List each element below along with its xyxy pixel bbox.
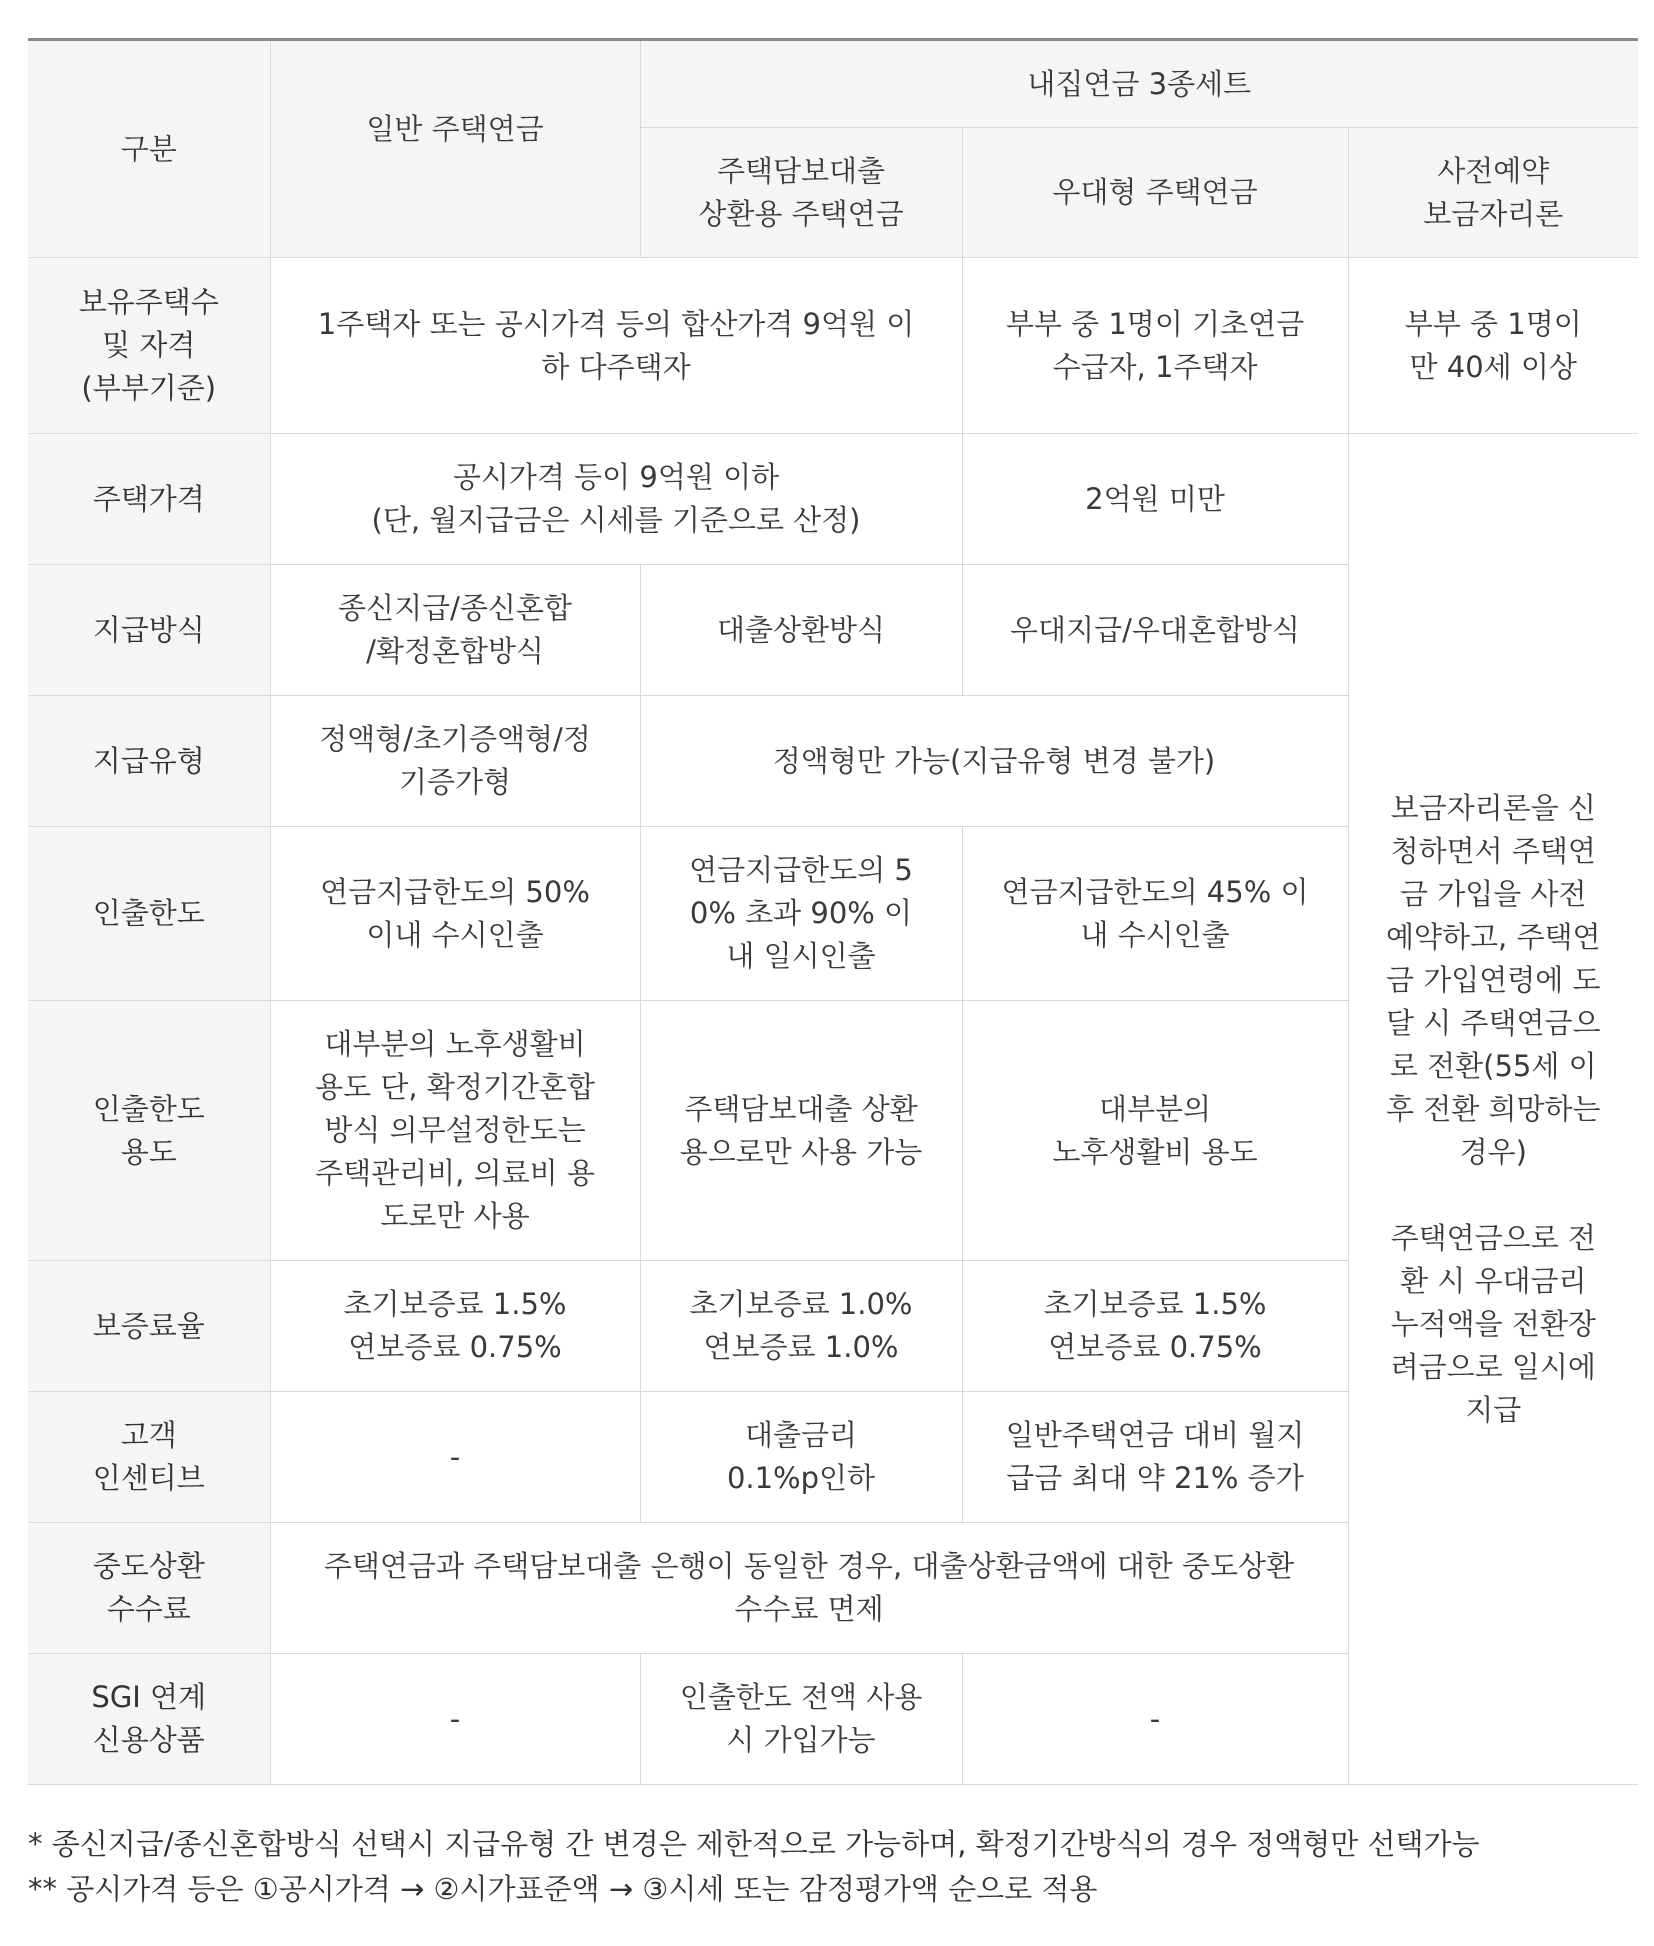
- cell-withdraw-use-mortgage: 주택담보대출 상환용으로만 사용 가능: [640, 1001, 962, 1261]
- comparison-table: [28, 38, 1638, 1785]
- header-category: 구분: [28, 40, 270, 258]
- cell-sgi-mortgage: 인출한도 전액 사용 시 가입가능: [640, 1654, 962, 1785]
- header-three-set-group: 내집연금 3종세트: [640, 40, 1638, 128]
- row-label-guarantee-fee: 보증료율: [28, 1261, 270, 1392]
- row-label-pay-type: 지급유형: [28, 696, 270, 827]
- cell-pay-method-general: 종신지급/종신혼합 /확정혼합방식: [270, 565, 640, 696]
- row-label-prepayment-fee: 중도상환 수수료: [28, 1523, 270, 1654]
- cell-ownership-general-mortgage: 1주택자 또는 공시가격 등의 합산가격 9억원 이하 다주택자: [270, 258, 962, 434]
- table-row: [28, 434, 1638, 565]
- row-label-incentive: 고객 인센티브: [28, 1392, 270, 1523]
- cell-incentive-mortgage: 대출금리 0.1%p인하: [640, 1392, 962, 1523]
- footnote-1: * 종신지급/종신혼합방식 선택시 지급유형 간 변경은 제한적으로 가능하며, 확정기간방식의 경우 정액형만 선택가능: [28, 1827, 1480, 1861]
- cell-withdraw-limit-mortgage: 연금지급한도의 50% 초과 90% 이내 일시인출: [640, 827, 962, 1001]
- cell-withdraw-use-preferential: 대부분의 노후생활비 용도: [962, 1001, 1348, 1261]
- cell-incentive-preferential: 일반주택연금 대비 월지급금 최대 약 21% 증가: [962, 1392, 1348, 1523]
- cell-guarantee-fee-preferential: 초기보증료 1.5% 연보증료 0.75%: [962, 1261, 1348, 1392]
- cell-ownership-preferential: 부부 중 1명이 기초연금 수급자, 1주택자: [962, 258, 1348, 434]
- cell-pre-reservation-detail: 보금자리론을 신청하면서 주택연금 가입을 사전 예약하고, 주택연금 가입연령에 도달 시 주택연금으로 전환(55세 이후 전환 희망하는 경우) 주택연금으로 전환 시 우대금리 누적액을 전환장려금으로 일시에 지급: [1348, 434, 1638, 1785]
- header-general-pension: 일반 주택연금: [270, 40, 640, 258]
- table-row: [28, 258, 1638, 434]
- cell-prepayment-fee: 주택연금과 주택담보대출 은행이 동일한 경우, 대출상환금액에 대한 중도상환 수수료 면제: [270, 1523, 1348, 1654]
- cell-pay-method-mortgage: 대출상환방식: [640, 565, 962, 696]
- header-mortgage-repay-pension: 주택담보대출 상환용 주택연금: [640, 128, 962, 258]
- cell-pay-type-mortgage-preferential: 정액형만 가능(지급유형 변경 불가): [640, 696, 1348, 827]
- cell-guarantee-fee-mortgage: 초기보증료 1.0% 연보증료 1.0%: [640, 1261, 962, 1392]
- footnote-2: ** 공시가격 등은 ①공시가격 → ②시가표준액 → ③시세 또는 감정평가액 순으로 적용: [28, 1872, 1098, 1906]
- cell-guarantee-fee-general: 초기보증료 1.5% 연보증료 0.75%: [270, 1261, 640, 1392]
- row-label-ownership: 보유주택수 및 자격 (부부기준): [28, 258, 270, 434]
- cell-price-general-mortgage: 공시가격 등이 9억원 이하 (단, 월지급금은 시세를 기준으로 산정): [270, 434, 962, 565]
- row-label-price: 주택가격: [28, 434, 270, 565]
- cell-withdraw-limit-general: 연금지급한도의 50% 이내 수시인출: [270, 827, 640, 1001]
- cell-pay-type-general: 정액형/초기증액형/정기증가형: [270, 696, 640, 827]
- header-pre-reservation-loan: 사전예약 보금자리론: [1348, 128, 1638, 258]
- row-label-withdraw-limit: 인출한도: [28, 827, 270, 1001]
- row-label-sgi: SGI 연계 신용상품: [28, 1654, 270, 1785]
- header-preferential-pension: 우대형 주택연금: [962, 128, 1348, 258]
- cell-withdraw-use-general: 대부분의 노후생활비 용도 단, 확정기간혼합 방식 의무설정한도는 주택관리비, 의료비 용 도로만 사용: [270, 1001, 640, 1261]
- cell-pay-method-preferential: 우대지급/우대혼합방식: [962, 565, 1348, 696]
- footnotes: [28, 1822, 1638, 1912]
- row-label-withdraw-use: 인출한도 용도: [28, 1001, 270, 1261]
- cell-sgi-general: -: [270, 1654, 640, 1785]
- cell-sgi-preferential: -: [962, 1654, 1348, 1785]
- row-label-pay-method: 지급방식: [28, 565, 270, 696]
- cell-ownership-pre-reservation: 부부 중 1명이 만 40세 이상: [1348, 258, 1638, 434]
- cell-withdraw-limit-preferential: 연금지급한도의 45% 이내 수시인출: [962, 827, 1348, 1001]
- cell-price-preferential: 2억원 미만: [962, 434, 1348, 565]
- cell-incentive-general: -: [270, 1392, 640, 1523]
